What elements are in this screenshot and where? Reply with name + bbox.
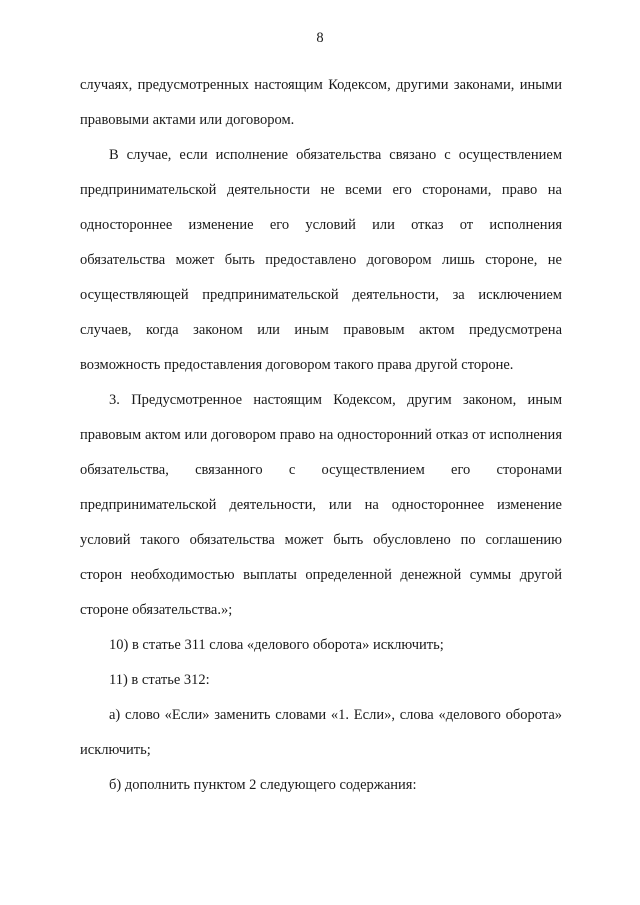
paragraph-item-11: 11) в статье 312:	[109, 672, 210, 688]
paragraph-exception-clause: В случае, если исполнение обязательства связано с осуществлением предпринимательской деятельности не всеми его сторонами, право на одностороннее изменение его условий или отказ от исполнения обязательства может быть предоставлено договором лишь стороне, не осуществляющей предпринимательской деятельности, за исключением случаев, когда законом или иным правовым актом предусмотрена возможность предоставления договором такого права другой стороне.	[80, 147, 562, 373]
paragraph-continuation: случаях, предусмотренных настоящим Кодексом, другими законами, иными правовыми актами или договором.	[80, 77, 562, 128]
paragraph-subitem-b: б) дополнить пунктом 2 следующего содержания:	[109, 777, 417, 793]
document-body	[80, 68, 562, 803]
paragraph-subitem-a: а) слово «Если» заменить словами «1. Если», слова «делового оборота» исключить;	[80, 707, 562, 758]
page-number: 8	[316, 30, 324, 46]
paragraph-item-10: 10) в статье 311 слова «делового оборота» исключить;	[109, 637, 444, 653]
paragraph-item-3: 3. Предусмотренное настоящим Кодексом, другим законом, иным правовым актом или договором право на односторонний отказ от исполнения обязательства, связанного с осуществлением его сторонами предпринимательской деятельности, или на одностороннее изменение условий такого обязательства может быть обусловлено по соглашению сторон необходимостью выплаты определенной денежной суммы другой стороне обязательства.»;	[80, 392, 562, 618]
